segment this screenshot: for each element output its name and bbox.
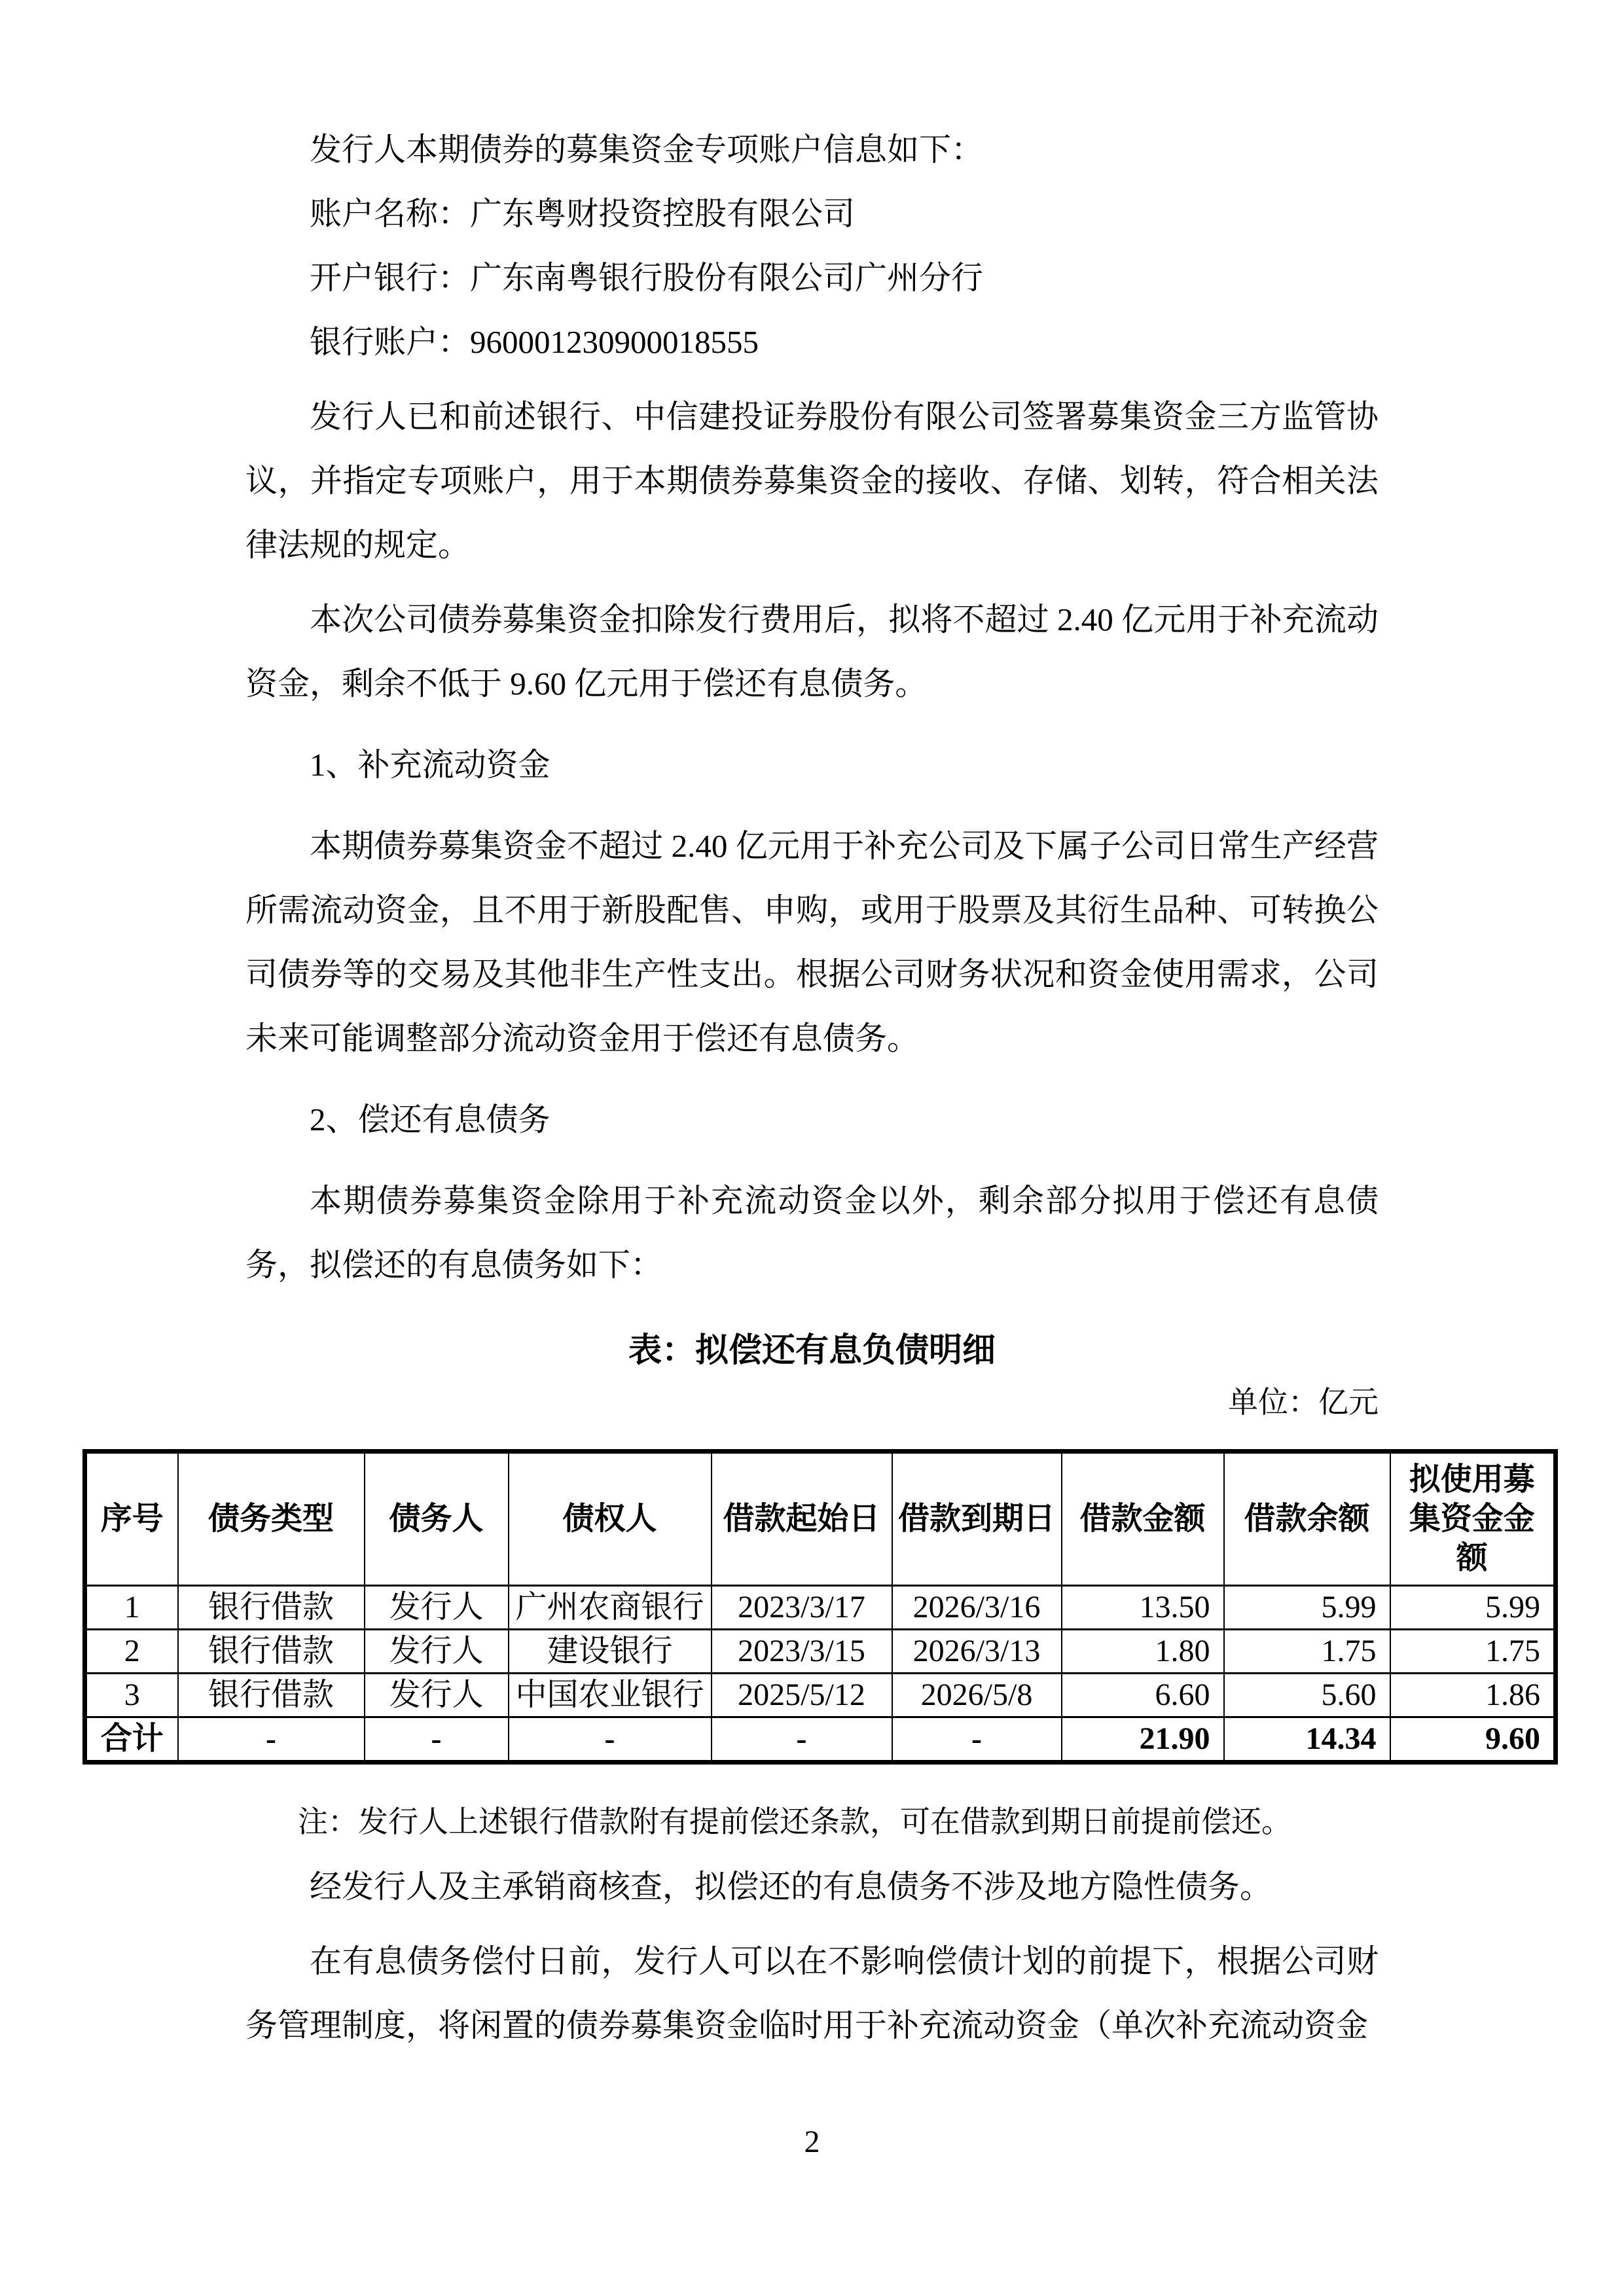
table-cell: 银行借款 — [178, 1586, 365, 1630]
table-cell: 2026/5/8 — [892, 1674, 1062, 1717]
table-cell: 6.60 — [1062, 1674, 1224, 1717]
table-cell: 21.90 — [1062, 1717, 1224, 1763]
paragraph-account-name: 账户名称：广东粤财投资控股有限公司 — [310, 196, 856, 232]
table-cell: 1.75 — [1224, 1630, 1390, 1674]
table-cell: 1.80 — [1062, 1630, 1224, 1674]
column-header-debtor: 债务人 — [365, 1452, 509, 1586]
paragraph-account-intro: 发行人本期债券的募集资金专项账户信息如下： — [310, 132, 984, 168]
table-title: 表：拟偿还有息负债明细 — [628, 1333, 996, 1369]
table-note: 注：发行人上述银行借款附有提前偿还条款，可在借款到期日前提前偿还。 — [298, 1805, 1291, 1839]
paragraph-bank: 开户银行：广东南粤银行股份有限公司广州分行 — [310, 260, 984, 296]
table-header-row — [85, 1452, 1556, 1586]
table-cell: 建设银行 — [509, 1630, 712, 1674]
table-cell: - — [365, 1717, 509, 1763]
paragraph-bank-account: 银行账户：960001230900018555 — [310, 324, 759, 360]
table-cell: 2025/5/12 — [712, 1674, 892, 1717]
table-cell: 3 — [85, 1674, 178, 1717]
table-cell: 广州农商银行 — [509, 1586, 712, 1630]
table-cell: 14.34 — [1224, 1717, 1390, 1763]
table-cell: - — [712, 1717, 892, 1763]
paragraph-working-capital: 本期债券募集资金不超过 2.40 亿元用于补充公司及下属子公司日常生产经营所需流动资金，且不用于新股配售、申购，或用于股票及其衍生品种、可转换公司债券等的交易及其他非生产性支出。根据公司财务状况和资金使用需求，公司未来可能调整部分流动资金用于偿还有息债务。 — [245, 828, 1379, 1056]
table-cell: - — [509, 1717, 712, 1763]
table-cell: 2026/3/13 — [892, 1630, 1062, 1674]
column-header-proceeds-amount: 拟使用募集资金金额 — [1390, 1452, 1556, 1586]
table-cell: - — [892, 1717, 1062, 1763]
paragraph-supervision: 发行人已和前述银行、中信建投证券股份有限公司签署募集资金三方监管协议，并指定专项账户，用于本期债券募集资金的接收、存储、划转，符合相关法律法规的规定。 — [245, 399, 1379, 563]
paragraph-use-of-proceeds: 本次公司债券募集资金扣除发行费用后，拟将不超过 2.40 亿元用于补充流动资金，剩余不低于 9.60 亿元用于偿还有息债务。 — [245, 601, 1379, 702]
table-cell: 13.50 — [1062, 1586, 1224, 1630]
table-cell: 2 — [85, 1630, 178, 1674]
paragraph-verification: 经发行人及主承销商核查，拟偿还的有息债务不涉及地方隐性债务。 — [310, 1869, 1272, 1905]
table-row — [85, 1586, 1556, 1630]
table-cell: 5.60 — [1224, 1674, 1390, 1717]
table-cell: 1.86 — [1390, 1674, 1556, 1717]
column-header-creditor: 债权人 — [509, 1452, 712, 1586]
table-cell: 1 — [85, 1586, 178, 1630]
table-cell: 9.60 — [1390, 1717, 1556, 1763]
table-cell: 银行借款 — [178, 1630, 365, 1674]
column-header-start-date: 借款起始日 — [712, 1452, 892, 1586]
section-heading-1: 1、补充流动资金 — [310, 747, 550, 783]
table-row — [85, 1630, 1556, 1674]
table-cell: 2023/3/17 — [712, 1586, 892, 1630]
column-header-index: 序号 — [85, 1452, 178, 1586]
table-cell: 5.99 — [1390, 1586, 1556, 1630]
table-cell: 2026/3/16 — [892, 1586, 1062, 1630]
debt-table — [82, 1449, 1558, 1765]
table-row — [85, 1674, 1556, 1717]
column-header-loan-amount: 借款金额 — [1062, 1452, 1224, 1586]
page-number: 2 — [804, 2125, 820, 2159]
section-heading-2: 2、偿还有息债务 — [310, 1102, 550, 1138]
table-cell: 中国农业银行 — [509, 1674, 712, 1717]
table-cell: - — [178, 1717, 365, 1763]
table-cell: 发行人 — [365, 1586, 509, 1630]
table-cell: 2023/3/15 — [712, 1630, 892, 1674]
table-cell: 1.75 — [1390, 1630, 1556, 1674]
paragraph-repay-debt: 本期债券募集资金除用于补充流动资金以外，剩余部分拟用于偿还有息债务，拟偿还的有息债务如下： — [245, 1183, 1379, 1283]
total-row — [85, 1717, 1556, 1763]
column-header-maturity-date: 借款到期日 — [892, 1452, 1062, 1586]
unit-label: 单位：亿元 — [1228, 1386, 1379, 1419]
column-header-debt-type: 债务类型 — [178, 1452, 365, 1586]
table-cell: 发行人 — [365, 1674, 509, 1717]
total-label: 合计 — [85, 1717, 178, 1763]
paragraph-idle-funds: 在有息债务偿付日前，发行人可以在不影响偿债计划的前提下，根据公司财务管理制度，将闲置的债券募集资金临时用于补充流动资金（单次补充流动资金 — [245, 1943, 1379, 2043]
table-cell: 5.99 — [1224, 1586, 1390, 1630]
table-cell: 发行人 — [365, 1630, 509, 1674]
table-cell: 银行借款 — [178, 1674, 365, 1717]
column-header-loan-balance: 借款余额 — [1224, 1452, 1390, 1586]
